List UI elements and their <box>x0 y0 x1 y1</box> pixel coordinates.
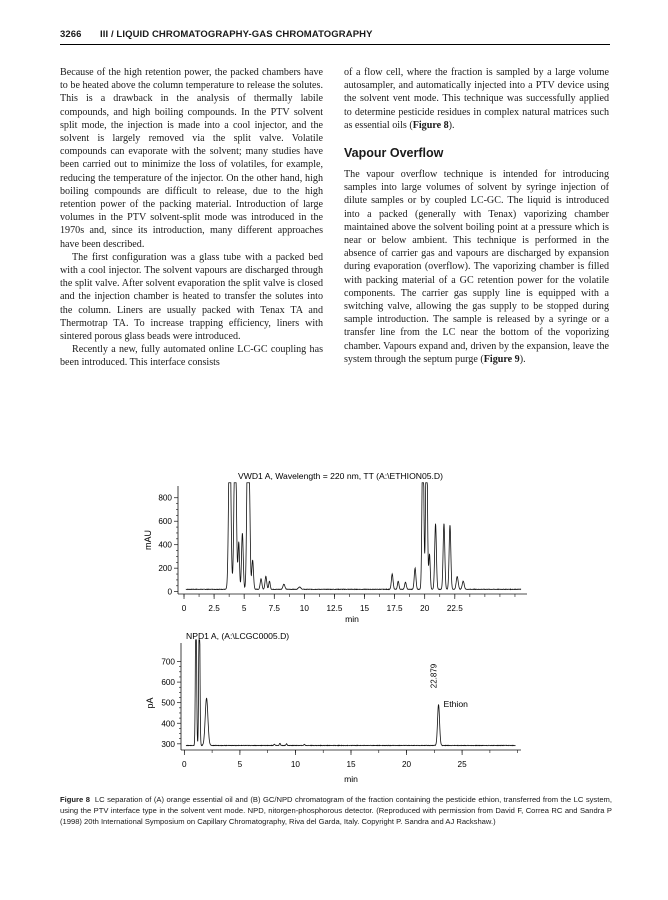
peak-retention-time-label: 22.879 <box>429 663 439 689</box>
x-tick-label: 0 <box>182 760 187 769</box>
paragraph-first-configuration: The first configuration was a glass tube with a packed bed with a cool injector. The solvent vapours are discharged through the split valve. After solvent evaporation the split valve is closed and the injection chamber is heated to transfer the solutes into the column. Liners are usually packed with Tenax TA and Thermotrap TA. To increase trapping efficiency, liners with sintered porous glass beads were introduced. <box>60 251 323 343</box>
chart-b <box>145 631 521 784</box>
x-tick-label: 17.5 <box>386 604 403 613</box>
chart-b-title: NPD1 A, (A:\LCGC0005.D) <box>186 631 290 641</box>
y-tick-label: 400 <box>158 540 172 550</box>
x-tick-label: 20 <box>420 604 430 613</box>
chart-a-xlabel: min <box>345 614 359 624</box>
paragraph-packed-chambers: Because of the high retention power, the packed chambers have to be heated above the column temperature to release the solutes. This is a drawback in the analysis of thermally labile compounds, and high boiling compounds. In the PTV solvent split mode, the injection is made into a cool injector, and the solvent is largely removed via the split valve. Volatile compounds can evaporate with the solvent; many studies have been carried out to minimize the loss of volatiles, for example, reducing the temperature of the injector. On the other hand, high boiling compounds are difficult to release, due to the high retention power of the packing material. Introduction of large volumes in the PTV solvent-split mode was introduced in the 1970s and, since its introduction, many different approaches have been described. <box>60 67 323 250</box>
x-tick-label: 15 <box>359 604 370 613</box>
x-tick-label: 7.5 <box>268 604 280 613</box>
x-tick-label: 15 <box>346 760 356 769</box>
running-header <box>60 29 610 47</box>
x-tick-label: 0 <box>181 604 187 613</box>
chart-a-trace <box>186 483 521 590</box>
chart-a-title: VWD1 A, Wavelength = 220 nm, TT (A:\ETHION05.D) <box>238 471 443 481</box>
x-tick-label: 20 <box>402 760 412 769</box>
vapour-overflow-text-end: ). <box>519 353 526 365</box>
flow-cell-text-end: ). <box>448 119 455 131</box>
vapour-overflow-text: The vapour overflow technique is intended for introducing samples into large volumes of solvent by syringe injection of dilute samples or by coupled LC-GC. The liquid is introduced into a packed (generally with Tenax) vaporizing chamber maintained above the solvent boiling point at a pressure which is near or below ambient. This technique is performed in the absence of carrier gas and vapours are discharged by expansion during evaporation (overflow). The vaporizing chamber is filled with packing material of a GC retention power for the volatile components. The carrier gas supply line is equipped with a switching valve, allowing the gas supply to be stopped during sample introduction. The sample is released by a syringe or a transfer line from the LC near the bottom of the voporizing chamber. Vapours expand and, driven by the expansion, leave the system through the septum purge ( <box>344 169 609 365</box>
y-tick-label: 600 <box>158 517 172 527</box>
y-tick-label: 300 <box>161 739 175 749</box>
x-tick-label: 5 <box>237 760 243 769</box>
figure-8-ref: Figure 8 <box>412 119 449 131</box>
x-tick-label: 10 <box>299 604 309 613</box>
y-tick-label: 600 <box>161 678 175 688</box>
paragraph-flow-cell <box>344 66 609 132</box>
y-tick-label: 800 <box>158 493 172 503</box>
x-tick-label: 25 <box>457 760 467 769</box>
x-tick-label: 5 <box>241 604 247 613</box>
figure-9-ref: Figure 9 <box>483 353 520 365</box>
figure-8 <box>0 460 668 790</box>
y-tick-label: 200 <box>158 564 172 574</box>
chart-a-ylabel: mAU <box>143 530 153 550</box>
paragraph-online-coupling: Recently a new, fully automated online LC-GC coupling has been introduced. This interface consists <box>60 344 323 369</box>
left-column <box>60 66 323 370</box>
paragraph-vapour-overflow <box>344 168 609 366</box>
caption-text: LC separation of (A) orange essential oil and (B) GC/NPD chromatogram of the fraction containing the pesticide ethion, transferred from the LC system, using the PTV interface type in the solvent vent mode. NPD, nitorgen-phosphorous detector. (Reproduced with permission from David F, Correa RC and Sandra P (1998) 20th International Symposium on Capillary Chromatography, Riva del Garda, Italy. Copyright P. Sandra and AJ Rackshaw.) <box>60 795 612 826</box>
chart-b-xlabel: min <box>344 774 358 784</box>
running-title: III / LIQUID CHROMATOGRAPHY-GAS CHROMATOGRAPHY <box>100 29 373 40</box>
x-tick-label: 22.5 <box>446 604 463 613</box>
chart-b-ylabel: pA <box>145 697 155 709</box>
y-tick-label: 0 <box>167 587 172 597</box>
x-tick-label: 2.5 <box>208 604 220 613</box>
caption-label: Figure 8 <box>60 795 90 804</box>
right-column <box>344 66 609 366</box>
page-number: 3266 <box>60 29 82 40</box>
y-tick-label: 700 <box>161 657 175 667</box>
chart-a-axes <box>158 486 527 613</box>
header-rule <box>60 44 610 45</box>
x-tick-label: 12.5 <box>326 604 343 613</box>
figure-caption <box>60 794 612 827</box>
section-heading: Vapour Overflow <box>344 146 444 161</box>
chart-b-trace <box>186 640 515 746</box>
x-tick-label: 10 <box>290 760 300 769</box>
chart-a <box>143 471 527 624</box>
y-tick-label: 400 <box>161 719 175 729</box>
flow-cell-text: of a flow cell, where the fraction is sampled by a large volume autosampler, and automatically injected into a PTV device using the solvent vent mode. This technique was successfully applied to determine pesticide residues in complex natural matrices such as essential oils ( <box>344 67 609 131</box>
y-tick-label: 500 <box>161 698 175 708</box>
peak-name-label: Ethion <box>443 699 468 709</box>
